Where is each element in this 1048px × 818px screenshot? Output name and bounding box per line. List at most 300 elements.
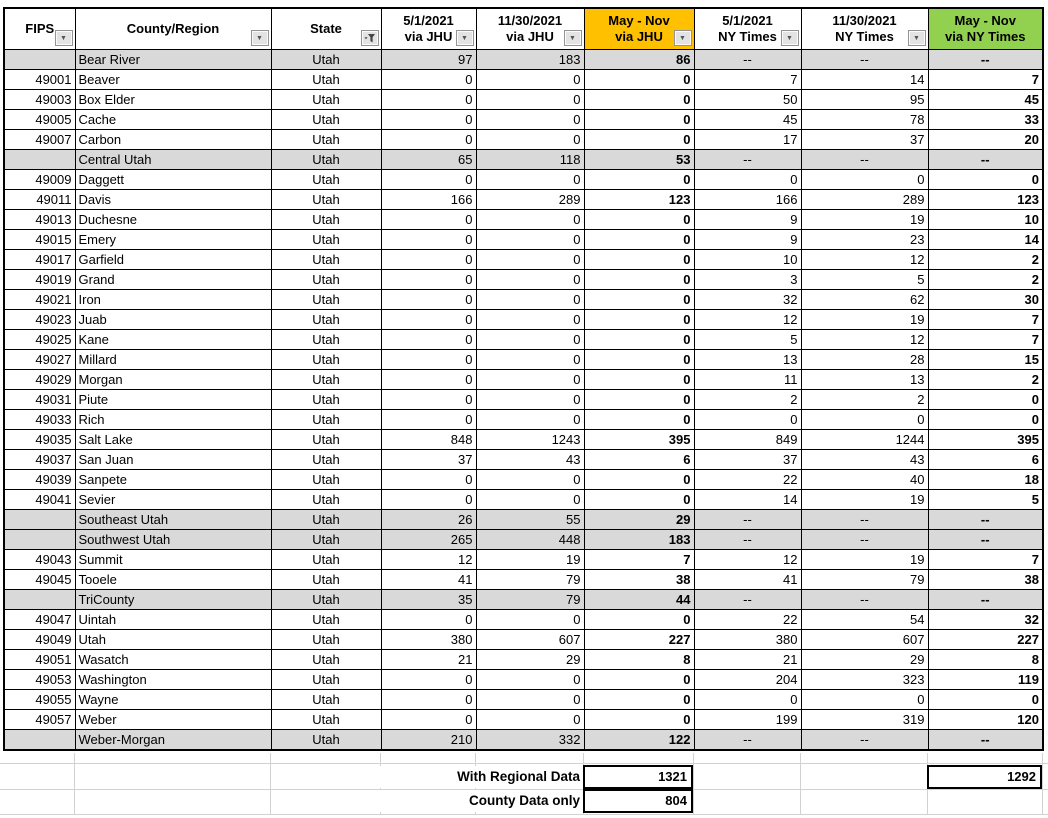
nyt-0501-cell[interactable]: 0 (694, 410, 801, 430)
state-cell[interactable]: Utah (271, 350, 381, 370)
filter-dropdown-icon[interactable]: ▼ (564, 30, 582, 46)
jhu-1130-cell[interactable]: 0 (476, 390, 584, 410)
nyt-0501-cell[interactable]: 9 (694, 230, 801, 250)
jhu-maynov-cell[interactable]: 0 (584, 690, 694, 710)
nyt-1130-cell[interactable]: 43 (801, 450, 928, 470)
jhu-1130-cell[interactable]: 0 (476, 410, 584, 430)
fips-cell[interactable]: 49001 (4, 70, 75, 90)
nyt-0501-cell[interactable]: 37 (694, 450, 801, 470)
jhu-1130-cell[interactable]: 43 (476, 450, 584, 470)
fips-cell[interactable]: 49015 (4, 230, 75, 250)
jhu-0501-cell[interactable]: 0 (381, 290, 476, 310)
state-cell[interactable]: Utah (271, 70, 381, 90)
nyt-0501-cell[interactable]: 12 (694, 310, 801, 330)
nyt-0501-cell[interactable]: 3 (694, 270, 801, 290)
nyt-0501-cell[interactable]: 849 (694, 430, 801, 450)
jhu-maynov-cell[interactable]: 8 (584, 650, 694, 670)
state-cell[interactable]: Utah (271, 670, 381, 690)
state-cell[interactable]: Utah (271, 90, 381, 110)
state-cell[interactable]: Utah (271, 210, 381, 230)
nyt-0501-cell[interactable]: 50 (694, 90, 801, 110)
nyt-1130-cell[interactable]: 289 (801, 190, 928, 210)
jhu-1130-cell[interactable]: 0 (476, 210, 584, 230)
jhu-0501-cell[interactable]: 0 (381, 230, 476, 250)
nyt-maynov-cell[interactable]: 0 (928, 690, 1043, 710)
nyt-0501-cell[interactable]: 5 (694, 330, 801, 350)
nyt-1130-cell[interactable]: -- (801, 530, 928, 550)
jhu-0501-cell[interactable]: 21 (381, 650, 476, 670)
jhu-maynov-cell[interactable]: 7 (584, 550, 694, 570)
jhu-1130-cell[interactable]: 0 (476, 610, 584, 630)
nyt-0501-cell[interactable]: 166 (694, 190, 801, 210)
nyt-1130-cell[interactable]: 0 (801, 170, 928, 190)
jhu-1130-cell[interactable]: 79 (476, 590, 584, 610)
nyt-1130-cell[interactable]: 62 (801, 290, 928, 310)
fips-cell[interactable]: 49047 (4, 610, 75, 630)
county-cell[interactable]: Uintah (75, 610, 271, 630)
jhu-1130-cell[interactable]: 29 (476, 650, 584, 670)
jhu-maynov-cell[interactable]: 0 (584, 470, 694, 490)
jhu-0501-cell[interactable]: 0 (381, 70, 476, 90)
state-cell[interactable]: Utah (271, 390, 381, 410)
county-cell[interactable]: Millard (75, 350, 271, 370)
nyt-maynov-cell[interactable]: -- (928, 730, 1043, 751)
nyt-1130-cell[interactable]: 29 (801, 650, 928, 670)
state-cell[interactable]: Utah (271, 170, 381, 190)
jhu-maynov-cell[interactable]: 183 (584, 530, 694, 550)
jhu-1130-cell[interactable]: 332 (476, 730, 584, 751)
county-cell[interactable]: Summit (75, 550, 271, 570)
jhu-0501-cell[interactable]: 0 (381, 130, 476, 150)
filter-dropdown-icon[interactable]: ▼ (908, 30, 926, 46)
state-cell[interactable]: Utah (271, 550, 381, 570)
county-cell[interactable]: Weber-Morgan (75, 730, 271, 751)
jhu-maynov-cell[interactable]: 0 (584, 410, 694, 430)
column-header-nyt_maynov[interactable] (928, 8, 1043, 50)
column-header-nyt_1130[interactable] (801, 8, 928, 50)
jhu-1130-cell[interactable]: 0 (476, 470, 584, 490)
fips-cell[interactable]: 49055 (4, 690, 75, 710)
nyt-0501-cell[interactable]: -- (694, 530, 801, 550)
fips-cell[interactable]: 49009 (4, 170, 75, 190)
fips-cell[interactable]: 49041 (4, 490, 75, 510)
fips-cell[interactable]: 49039 (4, 470, 75, 490)
county-cell[interactable]: Grand (75, 270, 271, 290)
nyt-maynov-cell[interactable]: 45 (928, 90, 1043, 110)
jhu-0501-cell[interactable]: 0 (381, 250, 476, 270)
nyt-0501-cell[interactable]: -- (694, 50, 801, 70)
county-cell[interactable]: Salt Lake (75, 430, 271, 450)
state-cell[interactable]: Utah (271, 530, 381, 550)
fips-cell[interactable]: 49037 (4, 450, 75, 470)
nyt-1130-cell[interactable]: 54 (801, 610, 928, 630)
county-cell[interactable]: Cache (75, 110, 271, 130)
jhu-maynov-cell[interactable]: 0 (584, 330, 694, 350)
nyt-0501-cell[interactable]: 22 (694, 610, 801, 630)
state-cell[interactable]: Utah (271, 130, 381, 150)
jhu-maynov-cell[interactable]: 122 (584, 730, 694, 751)
nyt-maynov-cell[interactable]: -- (928, 530, 1043, 550)
jhu-maynov-cell[interactable]: 0 (584, 70, 694, 90)
nyt-1130-cell[interactable]: 79 (801, 570, 928, 590)
jhu-maynov-cell[interactable]: 0 (584, 310, 694, 330)
nyt-1130-cell[interactable]: 12 (801, 330, 928, 350)
nyt-1130-cell[interactable]: 19 (801, 210, 928, 230)
jhu-0501-cell[interactable]: 26 (381, 510, 476, 530)
jhu-county-only-total-cell[interactable]: 804 (583, 789, 693, 813)
state-cell[interactable]: Utah (271, 490, 381, 510)
county-cell[interactable]: Wasatch (75, 650, 271, 670)
jhu-0501-cell[interactable]: 97 (381, 50, 476, 70)
state-cell[interactable]: Utah (271, 610, 381, 630)
nyt-maynov-cell[interactable]: -- (928, 150, 1043, 170)
fips-cell[interactable]: 49013 (4, 210, 75, 230)
jhu-maynov-cell[interactable]: 227 (584, 630, 694, 650)
nyt-0501-cell[interactable]: -- (694, 590, 801, 610)
nyt-1130-cell[interactable]: -- (801, 590, 928, 610)
jhu-0501-cell[interactable]: 35 (381, 590, 476, 610)
fips-cell[interactable] (4, 530, 75, 550)
fips-cell[interactable]: 49051 (4, 650, 75, 670)
county-cell[interactable]: Carbon (75, 130, 271, 150)
nyt-maynov-cell[interactable]: 33 (928, 110, 1043, 130)
nyt-maynov-cell[interactable]: 119 (928, 670, 1043, 690)
county-cell[interactable]: Davis (75, 190, 271, 210)
jhu-1130-cell[interactable]: 183 (476, 50, 584, 70)
nyt-0501-cell[interactable]: 17 (694, 130, 801, 150)
nyt-1130-cell[interactable]: 95 (801, 90, 928, 110)
fips-cell[interactable]: 49027 (4, 350, 75, 370)
state-cell[interactable]: Utah (271, 190, 381, 210)
jhu-0501-cell[interactable]: 0 (381, 390, 476, 410)
nyt-1130-cell[interactable]: 319 (801, 710, 928, 730)
jhu-1130-cell[interactable]: 0 (476, 690, 584, 710)
filter-dropdown-icon[interactable]: ▼ (251, 30, 269, 46)
state-cell[interactable]: Utah (271, 510, 381, 530)
nyt-0501-cell[interactable]: 0 (694, 690, 801, 710)
jhu-0501-cell[interactable]: 380 (381, 630, 476, 650)
county-cell[interactable]: Juab (75, 310, 271, 330)
jhu-maynov-cell[interactable]: 0 (584, 130, 694, 150)
county-cell[interactable]: Emery (75, 230, 271, 250)
nyt-1130-cell[interactable]: 28 (801, 350, 928, 370)
fips-cell[interactable]: 49045 (4, 570, 75, 590)
column-header-jhu_maynov[interactable] (584, 8, 694, 50)
nyt-maynov-cell[interactable]: 20 (928, 130, 1043, 150)
fips-cell[interactable]: 49019 (4, 270, 75, 290)
nyt-0501-cell[interactable]: 9 (694, 210, 801, 230)
jhu-maynov-cell[interactable]: 6 (584, 450, 694, 470)
nyt-1130-cell[interactable]: 0 (801, 410, 928, 430)
county-cell[interactable]: Wayne (75, 690, 271, 710)
jhu-1130-cell[interactable]: 289 (476, 190, 584, 210)
jhu-0501-cell[interactable]: 0 (381, 110, 476, 130)
column-header-nyt_0501[interactable] (694, 8, 801, 50)
nyt-maynov-cell[interactable]: 7 (928, 550, 1043, 570)
filter-applied-icon[interactable] (361, 30, 379, 46)
jhu-1130-cell[interactable]: 0 (476, 130, 584, 150)
state-cell[interactable]: Utah (271, 50, 381, 70)
jhu-0501-cell[interactable]: 0 (381, 210, 476, 230)
filter-dropdown-icon[interactable]: ▼ (674, 30, 692, 46)
county-cell[interactable]: Duchesne (75, 210, 271, 230)
fips-cell[interactable]: 49003 (4, 90, 75, 110)
nyt-0501-cell[interactable]: 11 (694, 370, 801, 390)
nyt-1130-cell[interactable]: 14 (801, 70, 928, 90)
fips-cell[interactable]: 49025 (4, 330, 75, 350)
state-cell[interactable]: Utah (271, 590, 381, 610)
jhu-1130-cell[interactable]: 0 (476, 350, 584, 370)
nyt-1130-cell[interactable]: 0 (801, 690, 928, 710)
nyt-0501-cell[interactable]: 13 (694, 350, 801, 370)
jhu-maynov-cell[interactable]: 44 (584, 590, 694, 610)
nyt-0501-cell[interactable]: -- (694, 150, 801, 170)
county-cell[interactable]: Box Elder (75, 90, 271, 110)
jhu-0501-cell[interactable]: 0 (381, 270, 476, 290)
nyt-maynov-cell[interactable]: 120 (928, 710, 1043, 730)
nyt-1130-cell[interactable]: 19 (801, 550, 928, 570)
county-cell[interactable]: Sevier (75, 490, 271, 510)
jhu-maynov-cell[interactable]: 38 (584, 570, 694, 590)
fips-cell[interactable] (4, 50, 75, 70)
nyt-maynov-cell[interactable]: 10 (928, 210, 1043, 230)
state-cell[interactable]: Utah (271, 450, 381, 470)
state-cell[interactable]: Utah (271, 570, 381, 590)
nyt-0501-cell[interactable]: 21 (694, 650, 801, 670)
jhu-maynov-cell[interactable]: 0 (584, 250, 694, 270)
jhu-1130-cell[interactable]: 0 (476, 670, 584, 690)
county-cell[interactable]: Utah (75, 630, 271, 650)
jhu-1130-cell[interactable]: 55 (476, 510, 584, 530)
nyt-1130-cell[interactable]: 19 (801, 310, 928, 330)
nyt-0501-cell[interactable]: 41 (694, 570, 801, 590)
jhu-maynov-cell[interactable]: 53 (584, 150, 694, 170)
fips-cell[interactable]: 49017 (4, 250, 75, 270)
jhu-maynov-cell[interactable]: 29 (584, 510, 694, 530)
county-cell[interactable]: Central Utah (75, 150, 271, 170)
jhu-1130-cell[interactable]: 448 (476, 530, 584, 550)
jhu-maynov-cell[interactable]: 0 (584, 210, 694, 230)
county-cell[interactable]: Rich (75, 410, 271, 430)
jhu-1130-cell[interactable]: 0 (476, 490, 584, 510)
nyt-maynov-cell[interactable]: 7 (928, 70, 1043, 90)
column-header-state[interactable] (271, 8, 381, 50)
nyt-maynov-cell[interactable]: 395 (928, 430, 1043, 450)
jhu-maynov-cell[interactable]: 0 (584, 350, 694, 370)
jhu-0501-cell[interactable]: 210 (381, 730, 476, 751)
nyt-maynov-cell[interactable]: 14 (928, 230, 1043, 250)
nyt-1130-cell[interactable]: -- (801, 50, 928, 70)
nyt-maynov-cell[interactable]: 8 (928, 650, 1043, 670)
nyt-maynov-cell[interactable]: 0 (928, 410, 1043, 430)
fips-cell[interactable]: 49053 (4, 670, 75, 690)
nyt-maynov-cell[interactable]: 7 (928, 330, 1043, 350)
nyt-maynov-cell[interactable]: -- (928, 590, 1043, 610)
jhu-0501-cell[interactable]: 0 (381, 170, 476, 190)
nyt-0501-cell[interactable]: 14 (694, 490, 801, 510)
fips-cell[interactable]: 49043 (4, 550, 75, 570)
county-cell[interactable]: Iron (75, 290, 271, 310)
jhu-maynov-cell[interactable]: 0 (584, 170, 694, 190)
county-cell[interactable]: Southwest Utah (75, 530, 271, 550)
jhu-maynov-cell[interactable]: 0 (584, 290, 694, 310)
fips-cell[interactable] (4, 590, 75, 610)
nyt-maynov-cell[interactable]: 5 (928, 490, 1043, 510)
jhu-1130-cell[interactable]: 0 (476, 330, 584, 350)
nyt-0501-cell[interactable]: -- (694, 510, 801, 530)
nyt-maynov-cell[interactable]: 6 (928, 450, 1043, 470)
jhu-maynov-cell[interactable]: 0 (584, 110, 694, 130)
jhu-0501-cell[interactable]: 0 (381, 90, 476, 110)
jhu-0501-cell[interactable]: 65 (381, 150, 476, 170)
nyt-maynov-cell[interactable]: 2 (928, 370, 1043, 390)
jhu-1130-cell[interactable]: 118 (476, 150, 584, 170)
jhu-maynov-cell[interactable]: 86 (584, 50, 694, 70)
jhu-0501-cell[interactable]: 12 (381, 550, 476, 570)
nyt-1130-cell[interactable]: 607 (801, 630, 928, 650)
jhu-maynov-cell[interactable]: 123 (584, 190, 694, 210)
nyt-1130-cell[interactable]: 2 (801, 390, 928, 410)
nyt-0501-cell[interactable]: 45 (694, 110, 801, 130)
jhu-0501-cell[interactable]: 0 (381, 610, 476, 630)
jhu-maynov-cell[interactable]: 0 (584, 370, 694, 390)
state-cell[interactable]: Utah (271, 730, 381, 751)
filter-dropdown-icon[interactable]: ▼ (456, 30, 474, 46)
jhu-0501-cell[interactable]: 41 (381, 570, 476, 590)
state-cell[interactable]: Utah (271, 370, 381, 390)
state-cell[interactable]: Utah (271, 110, 381, 130)
state-cell[interactable]: Utah (271, 710, 381, 730)
nyt-0501-cell[interactable]: 2 (694, 390, 801, 410)
jhu-0501-cell[interactable]: 848 (381, 430, 476, 450)
nyt-1130-cell[interactable]: 12 (801, 250, 928, 270)
nyt-0501-cell[interactable]: -- (694, 730, 801, 751)
fips-cell[interactable]: 49005 (4, 110, 75, 130)
fips-cell[interactable]: 49029 (4, 370, 75, 390)
jhu-0501-cell[interactable]: 0 (381, 490, 476, 510)
nyt-1130-cell[interactable]: -- (801, 730, 928, 751)
state-cell[interactable]: Utah (271, 250, 381, 270)
state-cell[interactable]: Utah (271, 470, 381, 490)
nyt-0501-cell[interactable]: 12 (694, 550, 801, 570)
nyt-maynov-cell[interactable]: 0 (928, 170, 1043, 190)
column-header-county[interactable] (75, 8, 271, 50)
column-header-jhu_0501[interactable] (381, 8, 476, 50)
jhu-0501-cell[interactable]: 0 (381, 690, 476, 710)
fips-cell[interactable]: 49023 (4, 310, 75, 330)
fips-cell[interactable]: 49057 (4, 710, 75, 730)
jhu-1130-cell[interactable]: 0 (476, 270, 584, 290)
fips-cell[interactable]: 49007 (4, 130, 75, 150)
county-cell[interactable]: Daggett (75, 170, 271, 190)
state-cell[interactable]: Utah (271, 230, 381, 250)
filter-dropdown-icon[interactable]: ▼ (55, 30, 73, 46)
jhu-0501-cell[interactable]: 0 (381, 330, 476, 350)
state-cell[interactable]: Utah (271, 430, 381, 450)
jhu-1130-cell[interactable]: 0 (476, 170, 584, 190)
state-cell[interactable]: Utah (271, 690, 381, 710)
nyt-0501-cell[interactable]: 380 (694, 630, 801, 650)
jhu-maynov-cell[interactable]: 0 (584, 230, 694, 250)
nyt-0501-cell[interactable]: 7 (694, 70, 801, 90)
nyt-1130-cell[interactable]: 13 (801, 370, 928, 390)
jhu-0501-cell[interactable]: 0 (381, 410, 476, 430)
jhu-0501-cell[interactable]: 0 (381, 670, 476, 690)
nyt-with-regional-total-cell[interactable]: 1292 (927, 765, 1042, 789)
county-cell[interactable]: San Juan (75, 450, 271, 470)
nyt-1130-cell[interactable]: 78 (801, 110, 928, 130)
state-cell[interactable]: Utah (271, 630, 381, 650)
jhu-1130-cell[interactable]: 0 (476, 370, 584, 390)
county-cell[interactable]: Weber (75, 710, 271, 730)
nyt-maynov-cell[interactable]: -- (928, 510, 1043, 530)
county-cell[interactable]: Sanpete (75, 470, 271, 490)
nyt-1130-cell[interactable]: 5 (801, 270, 928, 290)
jhu-0501-cell[interactable]: 0 (381, 310, 476, 330)
county-cell[interactable]: Bear River (75, 50, 271, 70)
nyt-1130-cell[interactable]: 1244 (801, 430, 928, 450)
jhu-1130-cell[interactable]: 0 (476, 250, 584, 270)
jhu-1130-cell[interactable]: 0 (476, 310, 584, 330)
county-cell[interactable]: Kane (75, 330, 271, 350)
jhu-maynov-cell[interactable]: 0 (584, 670, 694, 690)
fips-cell[interactable]: 49033 (4, 410, 75, 430)
nyt-0501-cell[interactable]: 0 (694, 170, 801, 190)
jhu-maynov-cell[interactable]: 0 (584, 610, 694, 630)
nyt-maynov-cell[interactable]: -- (928, 50, 1043, 70)
jhu-0501-cell[interactable]: 0 (381, 710, 476, 730)
county-cell[interactable]: Washington (75, 670, 271, 690)
jhu-maynov-cell[interactable]: 0 (584, 390, 694, 410)
jhu-1130-cell[interactable]: 1243 (476, 430, 584, 450)
state-cell[interactable]: Utah (271, 330, 381, 350)
jhu-1130-cell[interactable]: 0 (476, 110, 584, 130)
fips-cell[interactable]: 49035 (4, 430, 75, 450)
nyt-maynov-cell[interactable]: 227 (928, 630, 1043, 650)
county-cell[interactable]: Tooele (75, 570, 271, 590)
jhu-1130-cell[interactable]: 0 (476, 90, 584, 110)
nyt-1130-cell[interactable]: -- (801, 510, 928, 530)
jhu-0501-cell[interactable]: 0 (381, 470, 476, 490)
jhu-maynov-cell[interactable]: 0 (584, 270, 694, 290)
county-cell[interactable]: Piute (75, 390, 271, 410)
state-cell[interactable]: Utah (271, 150, 381, 170)
nyt-maynov-cell[interactable]: 7 (928, 310, 1043, 330)
nyt-0501-cell[interactable]: 22 (694, 470, 801, 490)
nyt-maynov-cell[interactable]: 15 (928, 350, 1043, 370)
jhu-1130-cell[interactable]: 0 (476, 710, 584, 730)
state-cell[interactable]: Utah (271, 410, 381, 430)
nyt-maynov-cell[interactable]: 32 (928, 610, 1043, 630)
jhu-0501-cell[interactable]: 37 (381, 450, 476, 470)
nyt-1130-cell[interactable]: -- (801, 150, 928, 170)
state-cell[interactable]: Utah (271, 270, 381, 290)
jhu-1130-cell[interactable]: 607 (476, 630, 584, 650)
jhu-0501-cell[interactable]: 0 (381, 350, 476, 370)
column-header-fips[interactable] (4, 8, 75, 50)
jhu-0501-cell[interactable]: 166 (381, 190, 476, 210)
state-cell[interactable]: Utah (271, 650, 381, 670)
jhu-maynov-cell[interactable]: 395 (584, 430, 694, 450)
jhu-1130-cell[interactable]: 0 (476, 230, 584, 250)
jhu-1130-cell[interactable]: 79 (476, 570, 584, 590)
nyt-0501-cell[interactable]: 204 (694, 670, 801, 690)
fips-cell[interactable] (4, 150, 75, 170)
nyt-maynov-cell[interactable]: 38 (928, 570, 1043, 590)
nyt-maynov-cell[interactable]: 123 (928, 190, 1043, 210)
nyt-1130-cell[interactable]: 37 (801, 130, 928, 150)
filter-dropdown-icon[interactable]: ▼ (781, 30, 799, 46)
